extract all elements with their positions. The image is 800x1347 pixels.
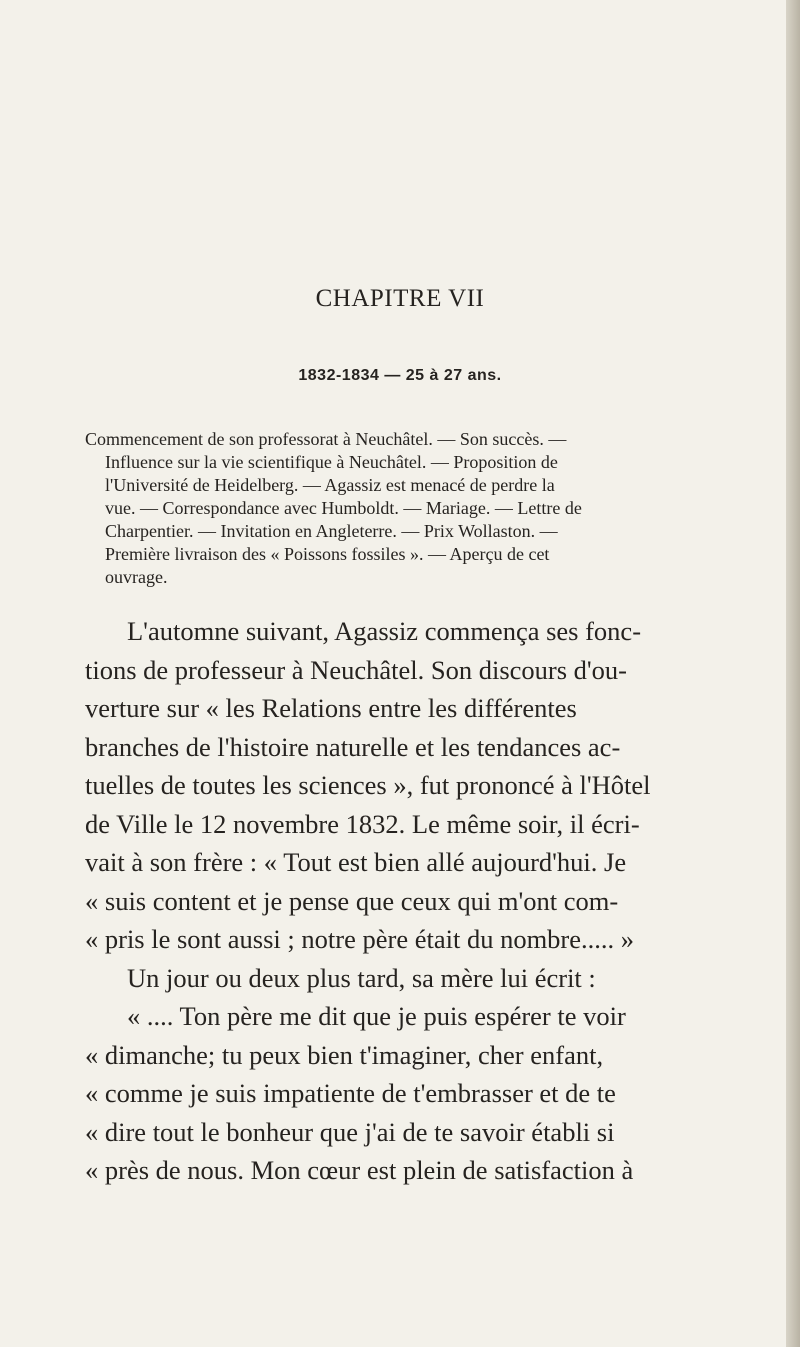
- body-line: Un jour ou deux plus tard, sa mère lui écrit :: [127, 962, 596, 993]
- body-line: « près de nous. Mon cœur est plein de satisfaction à: [85, 1155, 634, 1185]
- body-line: branches de l'histoire naturelle et les tendances ac-: [85, 731, 621, 762]
- body-text: [85, 612, 765, 1190]
- summary-line: vue. — Correspondance avec Humboldt. — Mariage. — Lettre de: [105, 498, 582, 518]
- chapter-date-line: 1832-1834 — 25 à 27 ans.: [298, 367, 502, 384]
- body-line: tions de professeur à Neuchâtel. Son discours d'ou-: [85, 654, 628, 685]
- summary-line: Commencement de son professorat à Neuchâtel. — Son succès. —: [85, 429, 567, 449]
- summary-line: Influence sur la vie scientifique à Neuchâtel. — Proposition de: [105, 452, 558, 472]
- body-line: « .... Ton père me dit que je puis espérer te voir: [127, 1001, 626, 1031]
- body-line: « dimanche; tu peux bien t'imaginer, cher enfant,: [85, 1039, 604, 1070]
- summary-line: Première livraison des « Poissons fossiles ». — Aperçu de cet: [105, 544, 550, 564]
- body-line: « dire tout le bonheur que j'ai de te savoir établi si: [85, 1116, 615, 1147]
- body-line: « comme je suis impatiente de t'embrasser et de te: [85, 1078, 616, 1108]
- body-line: « suis content et je pense que ceux qui m'ont com-: [85, 885, 619, 916]
- body-line: verture sur « les Relations entre les différentes: [85, 693, 577, 723]
- body-line: L'automne suivant, Agassiz commença ses fonc-: [127, 616, 642, 646]
- body-line: « pris le sont aussi ; notre père était du nombre..... »: [85, 924, 635, 954]
- body-line: vait à son frère : « Tout est bien allé aujourd'hui. Je: [85, 847, 627, 877]
- chapter-summary: [85, 428, 765, 589]
- chapter-title: CHAPITRE VII: [315, 285, 485, 312]
- body-line: de Ville le 12 novembre 1832. Le même soir, il écri-: [85, 808, 640, 839]
- body-line: tuelles de toutes les sciences », fut prononcé à l'Hôtel: [85, 770, 651, 800]
- page-edge-shadow: [786, 0, 800, 1347]
- summary-line: Charpentier. — Invitation en Angleterre. — Prix Wollaston. —: [105, 521, 558, 541]
- summary-line: l'Université de Heidelberg. — Agassiz est menacé de perdre la: [105, 475, 555, 495]
- summary-line: ouvrage.: [105, 567, 168, 587]
